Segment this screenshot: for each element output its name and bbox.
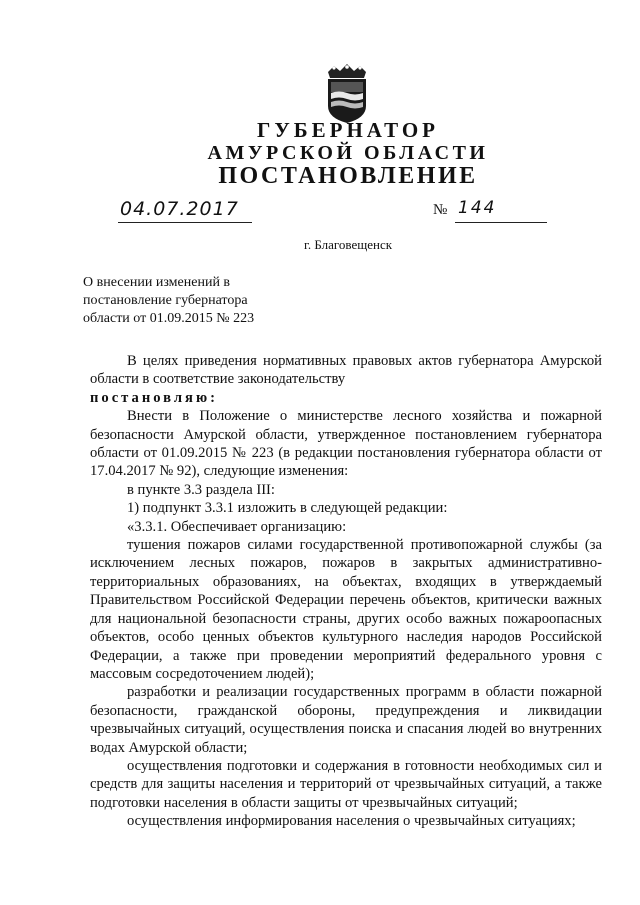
body-paragraph: осуществления информирования населения о чрезвычайных ситуациях; xyxy=(127,813,576,830)
subject-line: О внесении изменений в xyxy=(83,275,231,290)
preamble-paragraph: В целях приведения нормативных правовых актов губернатора Амурской области в соответствие законодательству xyxy=(90,353,602,388)
document-subject xyxy=(83,274,303,328)
body-paragraph: осуществления подготовки и содержания в готовности необходимых сил и средств для защиты населения и территорий от чрезвычайных ситуаций, а также подготовки населения в области защиты от чрезвычайных ситуаций; xyxy=(90,757,602,811)
body-paragraph: тушения пожаров силами государственной противопожарной службы (за исключением лесных пожаров, пожаров в закрытых административно-территориальных образованиях, на объектах, входящих в утверждаемый Правительством Российской Федерации перечень объектов, критически важных для национальной безопасности страны, других особо важных пожароопасных объектов, особо ценных объектов культурного наследия народов Российской Федерации, а также при проведении мероприятий федерального уровня с массовым сосредоточением людей); xyxy=(90,537,602,682)
document-body xyxy=(90,352,602,831)
number-label: № xyxy=(433,202,448,218)
resolve-word: постановляю: xyxy=(90,389,218,406)
body-paragraph: Внести в Положение о министерстве лесного хозяйства и пожарной безопасности Амурской области, утвержденное постановлением губернатора области от 01.09.2015 № 223 (в редакции постановления губернатора области от 17.04.2017 № 92), следующие изменения: xyxy=(90,408,602,480)
issuer-region: АМУРСКОЙ ОБЛАСТИ xyxy=(207,142,489,164)
body-paragraph: разработки и реализации государственных программ в области пожарной безопасности, гражданской обороны, предупреждения и ликвидации чрезвычайных ситуаций, осуществления поиска и спасания людей во внутренних водах Амурской области; xyxy=(90,684,602,756)
subject-line: постановление губернатора xyxy=(83,293,248,308)
issue-city: г. Благовещенск xyxy=(303,237,393,252)
subject-line: области от 01.09.2015 № 223 xyxy=(83,311,255,326)
document-number: 144 xyxy=(455,198,547,223)
document-date: 04.07.2017 xyxy=(118,198,252,223)
coat-of-arms-icon xyxy=(320,62,374,124)
body-paragraph: 1) подпункт 3.3.1 изложить в следующей редакции: xyxy=(127,500,448,517)
body-paragraph: в пункте 3.3 раздела III: xyxy=(127,481,275,498)
issuer-title: ГУБЕРНАТОР xyxy=(256,118,440,142)
document-type: ПОСТАНОВЛЕНИЕ xyxy=(218,163,478,189)
body-paragraph: «3.3.1. Обеспечивает организацию: xyxy=(127,518,347,535)
